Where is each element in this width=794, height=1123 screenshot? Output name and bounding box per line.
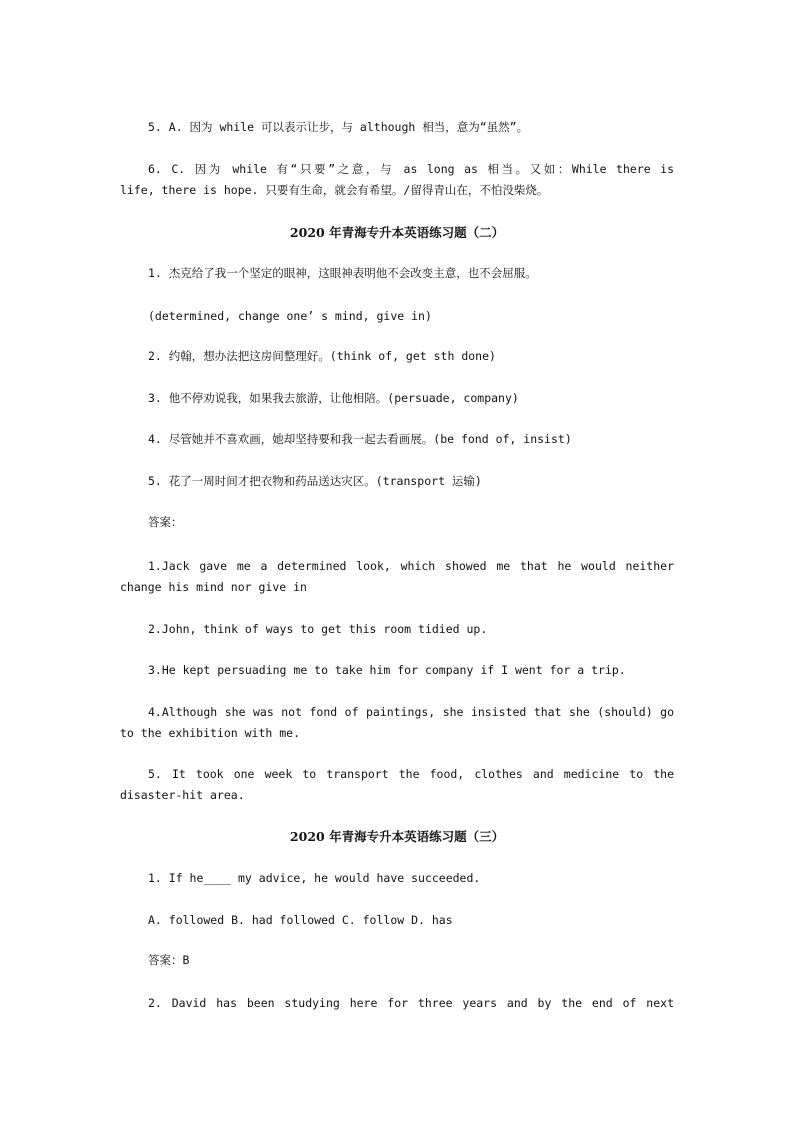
question-5-text: 5. 花了一周时间才把衣物和药品送达灾区。(transport 运输): [148, 474, 482, 488]
answer-4-line-2: to the exhibition with me.: [120, 726, 301, 740]
answer-1-line-1: 1.Jack gave me a determined look, which showed me that he would neither: [148, 559, 674, 573]
mcq-2-question-line-1: 2. David has been studying here for three years and by the end of next: [148, 996, 674, 1010]
mcq-1-options: A. followed B. had followed C. follow D. has: [148, 913, 453, 927]
mcq-1-question: 1. If he____ my advice, he would have succeeded.: [148, 871, 481, 885]
question-2-text: 2. 约翰，想办法把这房间整理好。(think of, get sth done): [148, 349, 496, 363]
question-3-text: 3. 他不停劝说我，如果我去旅游，让他相陪。(persuade, company): [148, 391, 519, 405]
question-4-text: 4. 尽管她并不喜欢画，她却坚持要和我一起去看画展。(be fond of, insist): [148, 432, 572, 446]
answer-4-line-1: 4.Although she was not fond of paintings, she insisted that she (should) go: [148, 705, 674, 719]
answer-6-line-2: life, there is hope. 只要有生命，就会有希望。/留得青山在，不怕没柴烧。: [120, 183, 549, 197]
answer-label: 答案：: [148, 515, 183, 529]
answer-1-line-2: change his mind nor give in: [120, 580, 307, 594]
answer-6-line-1: 6. C. 因为 while 有“只要”之意，与 as long as 相当。又如：While there is: [148, 162, 674, 176]
mcq-1-answer: 答案：B: [148, 953, 190, 967]
question-1-hint: (determined, change one’ s mind, give in): [148, 309, 432, 323]
section-2-title: 2020 年青海专升本英语练习题（二）: [289, 225, 505, 240]
section-3-title: 2020 年青海专升本英语练习题（三）: [289, 829, 505, 844]
question-1-text: 1. 杰克给了我一个坚定的眼神，这眼神表明他不会改变主意，也不会屈服。: [148, 266, 537, 280]
answer-5-line-1: 5. It took one week to transport the food, clothes and medicine to the: [148, 767, 674, 781]
answer-2-text: 2.John, think of ways to get this room tidied up.: [148, 622, 488, 636]
answer-5-line-2: disaster-hit area.: [120, 788, 245, 802]
answer-5-text: 5. A. 因为 while 可以表示让步，与 although 相当，意为“虽然”。: [148, 120, 529, 134]
answer-3-text: 3.He kept persuading me to take him for company if I went for a trip.: [148, 663, 626, 677]
